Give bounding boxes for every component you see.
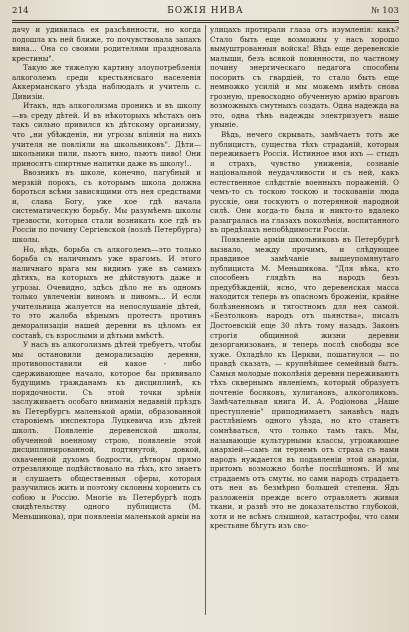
paragraph: Итакъ, ядъ алкоголизма проникъ и въ школу—въ среду дѣтей. И въ нѣкоторыхъ мѣстахъ онъ такъ сильно привился къ дѣтскому организму, что „ни убѣжденія, ни угрозы вліянія на нихъ учителя не повліяли на школьниковъ". Дѣти—школьники пили, пьютъ вино, пьютъ пиво! Они приносятъ спиртные напитки даже въ школу!.. <box>12 101 201 168</box>
paragraph: Ввозникъ въ школе, конечно, пагубный и мерзкій порокъ, съ которымъ школа должна бороться всѣми зависящими отъ нея средствами и, слава Богу, уже кое гдѣ начала систематическую борьбу. Мы разумѣемъ школы трезвости, которыя стали возникать кое гдѣ въ Россіи по почину Сергіевской (возлѣ Петербурга) школы. <box>12 168 202 245</box>
paragraph: Такую же тяжелую картину злоупотребленія алкоголемъ среди крестьянскаго населенія Аккерманскаго уѣзда наблюдалъ и учитель с. Дивизіи. <box>12 63 201 101</box>
text-columns <box>12 25 399 615</box>
left-column <box>12 25 201 615</box>
paragraph: Но, вѣдь, борьба съ алкоголемъ—это только борьба съ наличнымъ уже врагомъ. И этого наличнаго врага мы видимъ уже въ самихъ дѣтяхъ, на которыхъ не дѣйствуютъ даже и угрозы. Очевидно, здѣсь дѣло не въ одномъ только увлеченіи виномъ и пивомъ... И если учительница жалуется на непослушаніе дѣтей, то это жалоба вѣрнымъ протестъ противъ деморализаціи нашей деревни въ цѣломъ ея составѣ, съ взрослыми и дѣтьми вмѣстѣ. <box>12 244 201 340</box>
paragraph: У насъ въ алкоголизмъ дѣтей требуетъ, чтобы мы остановили деморализацію деревни, противопоставили ей какое - либо сдерживающее начало, которое бы прививало будущимъ гражданамъ къ дисциплинѣ, къ порядочности. Съ этой точки зрѣнія заслуживаетъ особаго вниманія недавній прѣздъ въ Петербургъ маленькой арміи, образованной старовіемъ инспектора Луцкевича изъ дѣтей школъ. Появленіе деревенской школы, обученной военному строю, появленіе этой дисциплинированной, подтянутой, довкой, охваченной духомъ бодрости, дѣтворы прямо отрезвляюще подѣйствовало на тѣхъ, кто знаетъ и слушаетъ общественныя сферы, которыя разучились жить и поэтому склонны хоронить съ собою и Россію. Многіе въ Петербургѣ подъ свидѣтельству одного публициста (М. Меньшикова), при появленіи маленькой арміи на <box>12 340 201 521</box>
page-header <box>12 5 399 18</box>
paragraph: Появленіе арміи школьниковъ въ Петербургѣ вызвало, между прочимъ, и слѣдующее правдивое замѣчаніе вышеупомянутаго публициста М. Меньшикова. "Для вѣка, кто способенъ глядѣть на народъ безъ предубѣжденій, ясно, что деревенская масса находится теперь въ опасномъ броженіи, крайне болѣзненномъ и тягостномъ для нея самой. «Безтолковъ народъ отъ пьянства», писалъ Достоевскій еще 30 лѣтъ тому назадъ. Законъ строгія общинной жизни деревни дезорганизованъ, и теперь послѣ свободы все хуже. Охладѣло къ Церкви, пошатнулся — по правдѣ сказать, — крупнѣйшее семейный бытъ. Самыя молодые поколѣнія деревни переживаютъ тѣхъ сквернымъ явленіемъ, который образуетъ почтеніе босяковъ, хулигановъ, алкоголиковъ. Замѣчательная книга И. А. Родіонова „Наше преступленіе" приподнимаетъ занавѣсъ надъ растлѣніемъ одного уѣзда, но кто станетъ сомнѣваться, что только тамъ такъ. Мы, называющіе культурными классы, угрожающее анархіей—самъ ли теряемъ отъ страха съ нами народъ нуждается въ подавленіи этой анархіи, притомъ возможно болѣе поспѣшномъ. И мы страдаемъ отъ смуты, но сами народъ страдаетъ отъ нея въ безмѣрно большей степени. Ядъ разложенія прежде всего отравляетъ живыя ткани, и развѣ это не доказательство глубокой, хотя и не всѣмъ слышной, катастрофы, что сами крестьяне бѣгутъ изъ сво- <box>210 235 399 531</box>
column-divider <box>205 25 206 615</box>
right-column <box>210 25 399 615</box>
journal-title: БОЖІЯ НИВА <box>167 6 244 16</box>
paragraph: Вѣдь, нечего скрывать, замѣчаетъ тотъ же публицистъ, существа тѣхъ страданій, которыя переживаетъ Россія. Истинное имя ихъ — стыдъ и страхъ, чувство униженія, сознаніе національной неудачливости и съ ней, какъ естественное слѣдствіе военныхъ пораженій. О чемъ-то съ тоскою тоскою и тоскованіи люда русскіе, они тоскуютъ о потерянной народной силѣ. Они когда-то была и никто-то вдалеко разыгралась на глазахъ поколѣнія, воспитанного въ предѣлахъ непобѣдимости Россіи. <box>210 130 399 235</box>
paragraph: улицахъ протирали глаза отъ изумленія: какъ? Стало быть еще возможны у насъ хорошо вымуштрованныя войска! Вѣдь еще деревенскіе малыши, безъ всякой повинности, по частному почину энергическаго педагога способны посорить съ гвардіей, то стало быть еще немножко усилій и мы можемъ имѣть снова грозную, превосходно обученную армію враговъ возможныхъ смутныхъ создать. Одна надежда на это, одна тѣнь надежды электризуетъ наше уныніе. <box>210 25 399 130</box>
page-number: 214 <box>12 6 29 16</box>
issue-number: № 103 <box>371 6 399 16</box>
paragraph: дачу и удивилась ея разсѣянности, но когда подошла къ ней ближе, то почувствовала запахъ вина... Она со своими родителями праздновала крестины". <box>12 25 201 63</box>
header-rule <box>12 20 399 23</box>
